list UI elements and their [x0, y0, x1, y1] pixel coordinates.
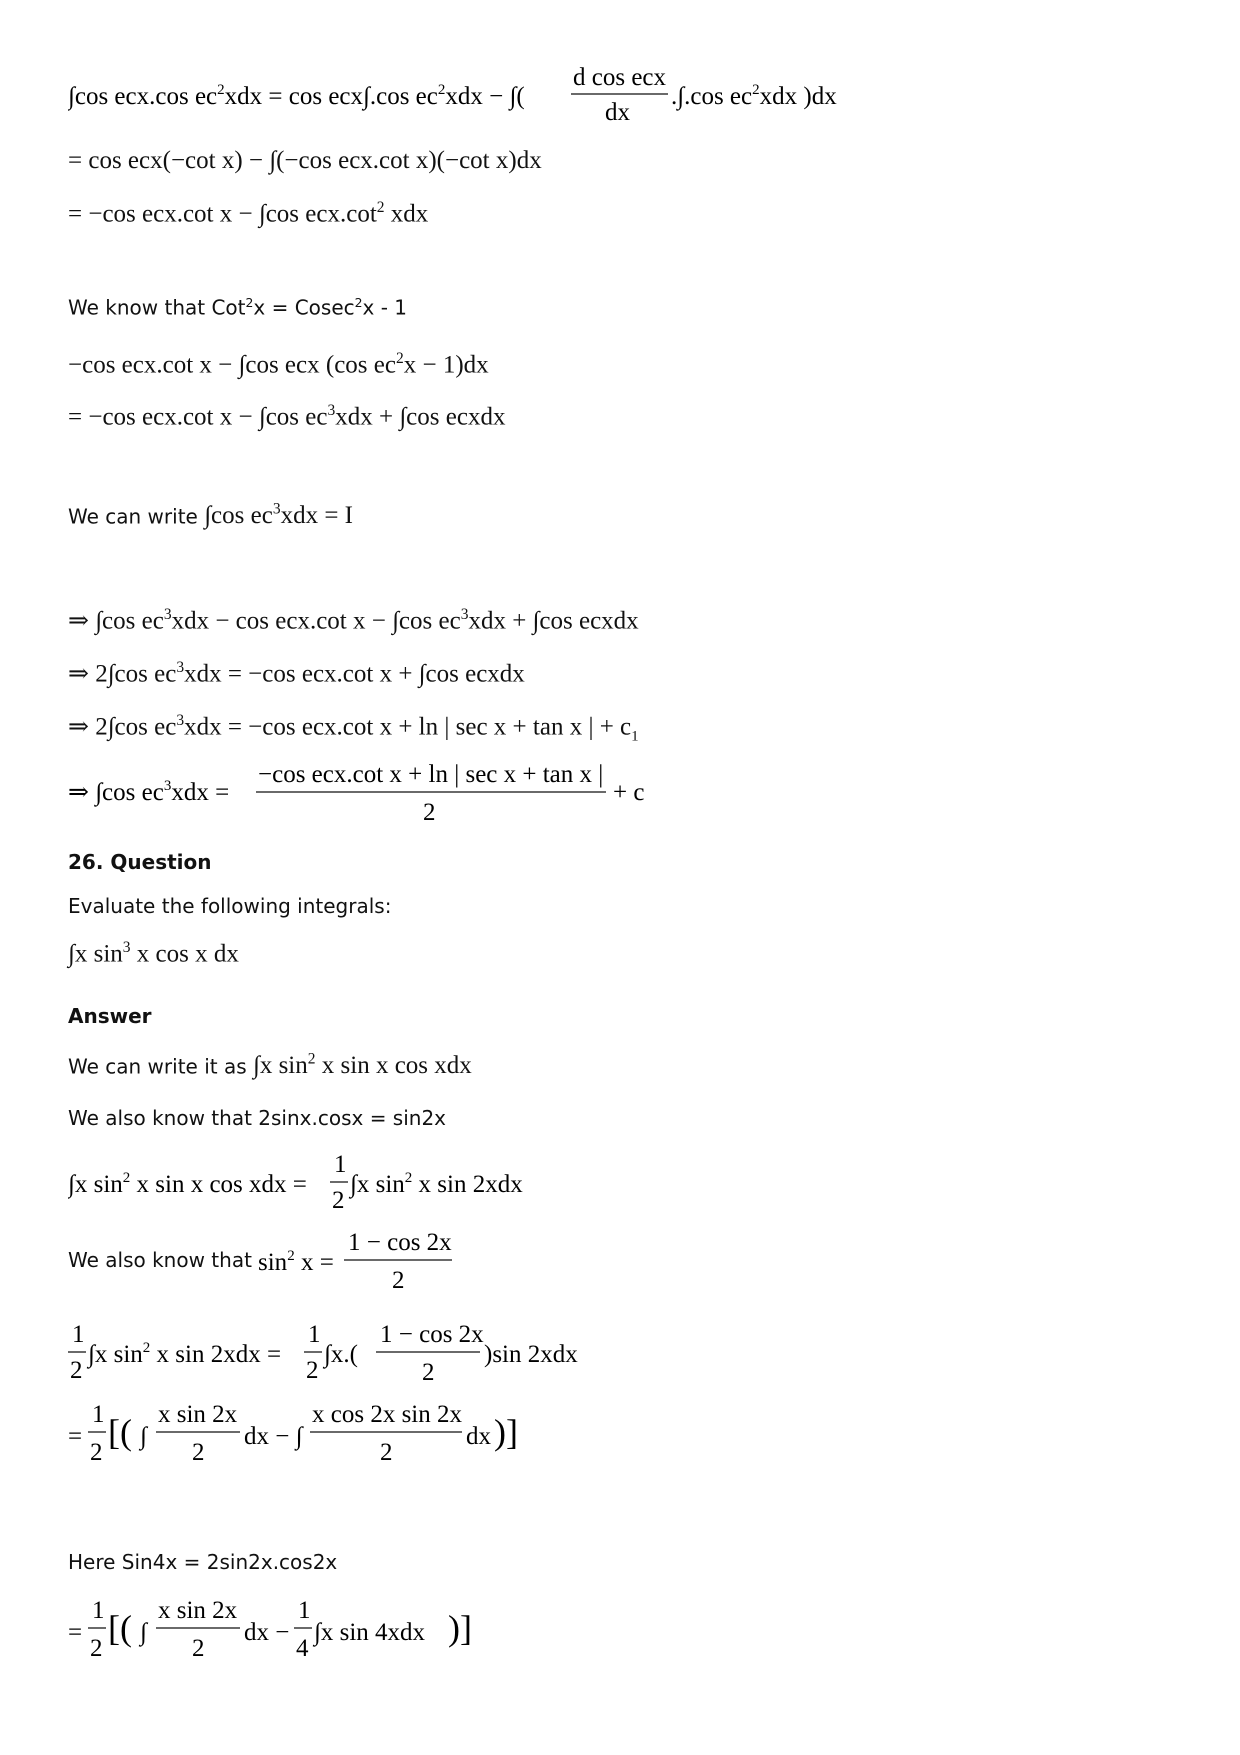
text-know-cot: We know that Cot$^2$x = Cosec$^2$x - 1	[68, 295, 408, 320]
sp-mid: dx − ∫	[244, 1423, 303, 1450]
equation-line-12	[68, 758, 668, 833]
eqh-den: 2	[332, 1187, 345, 1214]
text-we-can-write: We can write ∫cos $ec^3xdx = I$	[68, 501, 354, 530]
sin2-num: 1 − cos 2x	[348, 1229, 452, 1256]
sp-eq: =	[68, 1423, 83, 1450]
text-sin2-identity: We also know that	[68, 1248, 252, 1272]
es-half-den: 2	[70, 1357, 83, 1384]
eq12-num: −cos ecx.cot x + ln | sec x + tan x |	[258, 761, 604, 788]
es-frac-num: 1 − cos 2x	[380, 1321, 484, 1348]
fn-eq: =	[68, 1619, 83, 1646]
eq1-lhs: ∫cos ecx.cos $ec^2xdx = \cos ecx\int.\cos$ $ec^2xdx$ − ∫(	[68, 82, 525, 110]
equation-1-svg	[68, 62, 868, 132]
es-half-num: 1	[72, 1321, 85, 1348]
eq12-den: 2	[423, 799, 436, 826]
equation-split-svg	[68, 1400, 628, 1480]
equation-line-9: ⇒ ∫cos $ec^3xdx - \cos ecx.\cot$ x − ∫cos $ec^3xdx + \int\cos$ ecxdx	[68, 606, 639, 635]
equation-line-6: = −cos ecx.cot x − ∫cos $ec^3xdx + \int\cos$ ecxdx	[68, 402, 506, 431]
inline-eq-I: ∫cos $ec^3xdx = I$	[204, 501, 354, 530]
fn-int1: ∫	[140, 1619, 147, 1646]
sp-f1-den: 2	[192, 1439, 205, 1466]
equation-half-svg	[68, 1150, 628, 1220]
text-sin4x: Here Sin4x = 2sin2x.cos2x	[68, 1550, 338, 1574]
sp-half-den: 2	[90, 1439, 103, 1466]
eq1-frac-den: dx	[605, 99, 630, 126]
equation-final	[68, 1596, 548, 1681]
es-frac-den: 2	[422, 1359, 435, 1386]
equation-line-5: −cos ecx.cot x − ∫cos ecx (cos $ec^2x - 1)dx$	[68, 350, 489, 379]
equation-12-svg	[68, 758, 668, 828]
eq-sin2-svg	[256, 1228, 476, 1298]
sp-f2-num: x cos 2x sin 2x	[312, 1401, 462, 1428]
eqh-num: 1	[334, 1151, 347, 1178]
eqh-rhs: ∫x $\sin^2 x$ sin 2xdx	[350, 1170, 523, 1198]
fn-q-den: 4	[296, 1635, 309, 1662]
eq1-rhs: .∫.cos $ec^2xdx$ )dx	[671, 82, 837, 110]
fn-mid: dx −	[244, 1619, 290, 1646]
eq1-frac-num: d cos ecx	[573, 64, 667, 91]
question-integral: ∫x $\sin^3 x$ cos x dx	[68, 939, 239, 968]
sp-half-num: 1	[92, 1401, 105, 1428]
fn-bracket-close: )]	[448, 1608, 472, 1648]
fn-rhs: ∫x sin 4xdx	[314, 1619, 426, 1646]
es-half2-den: 2	[306, 1357, 319, 1384]
fn-f1-den: 2	[192, 1635, 205, 1662]
fn-q-num: 1	[298, 1597, 311, 1624]
equation-line-1	[68, 62, 868, 137]
eq12-c: + c	[613, 779, 645, 806]
fn-half-den: 2	[90, 1635, 103, 1662]
inline-eq-rewrite: ∫x $\sin^2 x$ sin x cos xdx	[252, 1051, 472, 1080]
es-rhs1: ∫x.(	[324, 1341, 358, 1368]
inline-eq-sin2	[256, 1228, 476, 1303]
fn-bracket-open: [(	[108, 1608, 132, 1648]
sin2-lhs: $\sin^2 x$ =	[258, 1248, 334, 1276]
sp-bracket-close: )]	[494, 1412, 518, 1452]
eqh-lhs: ∫x $\sin^2 x$ sin x cos xdx =	[68, 1170, 307, 1198]
es-rhs2: )sin 2xdx	[484, 1341, 578, 1368]
eq12-lhs: ⇒ ∫cos $ec^3xdx$ =	[68, 778, 230, 806]
equation-subst	[68, 1320, 688, 1395]
answer-heading: Answer	[68, 1004, 152, 1028]
equation-line-2: = cos ecx(−cot x) − ∫(−cos ecx.cot x)(−cot x)dx	[68, 147, 542, 174]
es-half2-num: 1	[308, 1321, 321, 1348]
equation-split	[68, 1400, 628, 1485]
fn-half-num: 1	[92, 1597, 105, 1624]
equation-half	[68, 1150, 628, 1225]
question-heading: 26. Question	[68, 850, 212, 874]
sp-bracket-open: [(	[108, 1412, 132, 1452]
sp-f1-num: x sin 2x	[158, 1401, 238, 1428]
question-prompt: Evaluate the following integrals:	[68, 894, 392, 918]
text-sin2x-identity: We also know that 2sinx.cosx = sin2x	[68, 1106, 447, 1130]
equation-subst-svg	[68, 1320, 688, 1390]
equation-final-svg	[68, 1596, 548, 1676]
sp-end: dx	[466, 1423, 491, 1450]
es-mid: ∫x $\sin^2 x$ sin 2xdx =	[88, 1340, 282, 1368]
sp-int1: ∫	[140, 1423, 147, 1450]
sp-f2-den: 2	[380, 1439, 393, 1466]
equation-line-3: = −cos ecx.cot x − ∫cos $ecx.\cot^2$ xdx	[68, 199, 429, 228]
equation-line-11: ⇒ 2∫cos $ec^3xdx = -\cos$ ecx.cot x + ln | sec x + tan x | + $c_1$	[68, 712, 639, 745]
sin2-den: 2	[392, 1267, 405, 1294]
equation-line-10: ⇒ 2∫cos $ec^3xdx = -\cos$ ecx.cot x + ∫cos ecxdx	[68, 659, 525, 688]
fn-f1-num: x sin 2x	[158, 1597, 238, 1624]
text-write-as: We can write it as ∫x $\sin^2 x$ sin x cos xdx	[68, 1051, 472, 1080]
